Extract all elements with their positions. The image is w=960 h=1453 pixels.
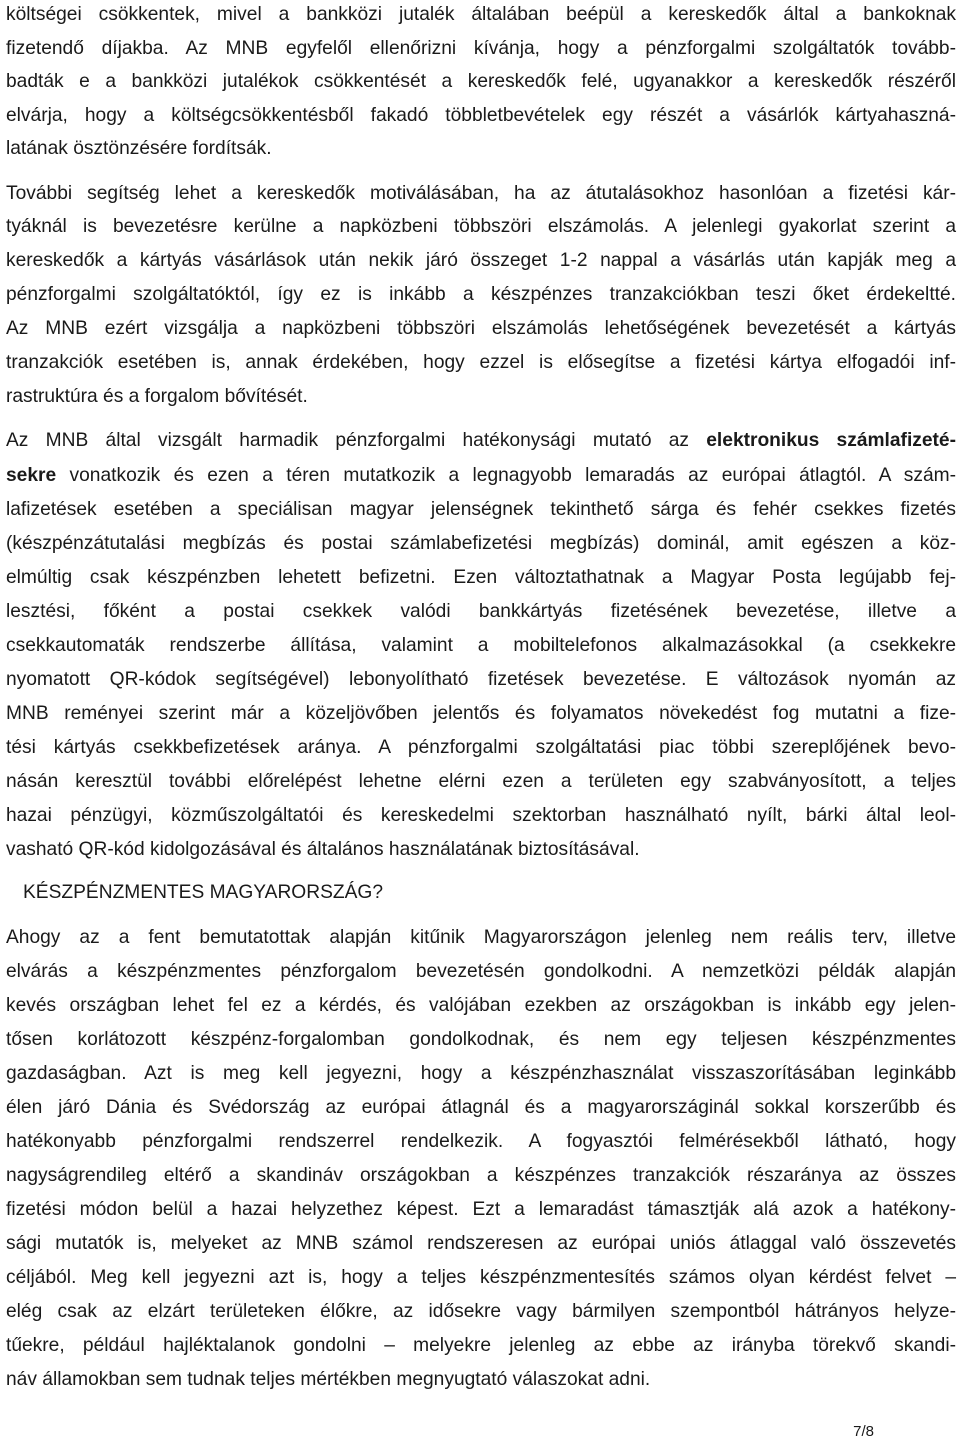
text-line bbox=[6, 1161, 956, 1191]
line-text: elvárja, hogy a költségcsökkentésből fakadó többletbevételek egy részét a vásárlók kártyahaszná- bbox=[6, 105, 956, 126]
text-line bbox=[6, 426, 956, 456]
text-line bbox=[6, 699, 956, 729]
line-text: elvárás a készpénzmentes pénzforgalom bevezetésén gondolkodni. A nemzetközi példák alapján bbox=[6, 961, 956, 982]
text-line bbox=[6, 134, 956, 164]
text-line bbox=[6, 1025, 956, 1055]
text-line bbox=[6, 665, 956, 695]
line-text: céljából. Meg kell jegyezni azt is, hogy a teljes készpénzmentesítés számos olyan kérdést felvet – bbox=[6, 1267, 956, 1288]
text-line bbox=[6, 67, 956, 97]
text-line bbox=[6, 733, 956, 763]
line-text: hazai pénzügyi, közműszolgáltatói és kereskedelmi szektorban használható nyílt, bárki által leol- bbox=[6, 805, 956, 826]
text-line bbox=[6, 34, 956, 64]
line-text: költségei csökkentek, mivel a bankközi jutalék általában beépül a kereskedők által a bankoknak bbox=[6, 4, 956, 25]
line-text: Az MNB által vizsgált harmadik pénzforgalmi hatékonysági mutató az bbox=[6, 430, 707, 451]
text-line bbox=[6, 563, 956, 593]
line-text: fizetési módon belül a hazai helyzethez képest. Ezt a lemaradást támasztják alá azok a hatékony- bbox=[6, 1199, 956, 1220]
line-text: nagyságrendileg eltérő a skandináv országokban a készpénzes tranzakciók részaránya az összes bbox=[6, 1165, 956, 1186]
section-heading: KÉSZPÉNZMENTES MAGYARORSZÁG? bbox=[23, 882, 383, 903]
line-text: kereskedők a kártyás vásárlások után nekik járó összeget 1-2 nappal a vásárlás után kapják meg a bbox=[6, 250, 956, 271]
text-line bbox=[6, 280, 956, 310]
text-line bbox=[6, 495, 956, 525]
text-line bbox=[6, 1127, 956, 1157]
text-line bbox=[6, 957, 956, 987]
text-line bbox=[6, 801, 956, 831]
line-text: fizetendő díjakba. Az MNB egyfelől ellenőrizni kívánja, hogy a pénzforgalmi szolgáltatók tovább- bbox=[6, 38, 956, 59]
line-text: náv államokban sem tudnak teljes mértékben megnyugtató válaszokat adni. bbox=[6, 1369, 651, 1390]
text-line bbox=[6, 631, 956, 661]
line-text: rastruktúra és a forgalom bővítését. bbox=[6, 386, 308, 407]
line-text: pénzforgalmi szolgáltatóktól, így ez is inkább a készpénzes tranzakciókban teszi őket érdekeltté. bbox=[6, 284, 956, 305]
text-line bbox=[6, 1093, 956, 1123]
text-line bbox=[6, 212, 956, 242]
line-text: Ahogy az a fent bemutatottak alapján kitűnik Magyarországon jelenleg nem reális terv, illetve bbox=[6, 927, 956, 948]
text-line bbox=[6, 1059, 956, 1089]
line-text: násán keresztül további előrelépést lehetne elérni ezen a területen egy szabványosított, a teljes bbox=[6, 771, 956, 792]
line-text: elmúltig csak készpénzben lehetett befizetni. Ezen változtathatnak a Magyar Posta legújabb fej- bbox=[6, 567, 956, 588]
line-text: elég csak az elzárt területeken élőkre, az idősekre vagy bármilyen szempontból hátrányos helyze- bbox=[6, 1301, 956, 1322]
text-line bbox=[6, 1195, 956, 1225]
text-line bbox=[6, 1331, 956, 1361]
text-line bbox=[6, 0, 956, 30]
line-text: hatékonyabb pénzforgalmi rendszerrel rendelkezik. A fogyasztói felmérésekből látható, hogy bbox=[6, 1131, 956, 1152]
line-text: tűekre, például hajléktalanok gondolni – melyekre jelenleg az ebbe az irányba törekvő skandi- bbox=[6, 1335, 956, 1356]
line-text: tési kártyás csekkbefizetések aránya. A pénzforgalmi szolgáltatási piac többi szereplőjének bevo- bbox=[6, 737, 956, 758]
text-line bbox=[6, 1263, 956, 1293]
line-text: gazdaságban. Azt is meg kell jegyezni, hogy a készpénzhasználat visszaszorításában leginkább bbox=[6, 1063, 956, 1084]
text-line bbox=[6, 529, 956, 559]
line-text: tyáknál is bevezetésre kerülne a napközbeni többszöri elszámolás. A jelenlegi gyakorlat szerint a bbox=[6, 216, 956, 237]
line-text: lesztési, főként a postai csekkek valódi bankkártyás fizetésének bevezetése, illetve a bbox=[6, 601, 956, 622]
text-line bbox=[6, 597, 956, 627]
line-text: sági mutatók is, melyeket az MNB számol rendszeresen az európai uniós átlaggal való összevetés bbox=[6, 1233, 956, 1254]
line-text: csekkautomaták rendszerbe állítása, valamint a mobiltelefonos alkalmazásokkal (a csekkekre bbox=[6, 635, 956, 656]
emphasized-term: sekre bbox=[6, 465, 57, 486]
page-number: 7/8 bbox=[853, 1423, 874, 1440]
line-text: MNB reményei szerint már a közeljövőben jelentős és folyamatos növekedést fog mutatni a fize- bbox=[6, 703, 956, 724]
text-line bbox=[6, 179, 956, 209]
line-text: (készpénzátutalási megbízás és postai számlabefizetési megbízás) dominál, amit egészen a köz- bbox=[6, 533, 956, 554]
line-text: vasható QR-kód kidolgozásával és általános használatának biztosításával. bbox=[6, 839, 640, 860]
text-line bbox=[6, 1297, 956, 1327]
text-line bbox=[6, 835, 956, 865]
text-line bbox=[6, 923, 956, 953]
line-text: Az MNB ezért vizsgálja a napközbeni többszöri elszámolás lehetőségének bevezetését a kártyás bbox=[6, 318, 956, 339]
text-line bbox=[6, 767, 956, 797]
text-line bbox=[6, 461, 956, 491]
text-line bbox=[6, 246, 956, 276]
line-text: További segítség lehet a kereskedők motiválásában, ha az átutalásokhoz hasonlóan a fizetési kár- bbox=[6, 183, 956, 204]
line-text: élen járó Dánia és Svédország az európai átlagnál és a magyarországinál sokkal korszerűbb és bbox=[6, 1097, 956, 1118]
line-text: nyomatott QR-kódok segítségével) lebonyolítható fizetések bevezetése. E változások nyomán az bbox=[6, 669, 956, 690]
emphasized-term: elektronikus számlafizeté- bbox=[706, 430, 956, 451]
text-line bbox=[6, 314, 956, 344]
text-line bbox=[6, 382, 956, 412]
text-line bbox=[6, 348, 956, 378]
text-line bbox=[6, 101, 956, 131]
line-text: kevés országban lehet fel ez a kérdés, és valójában ezekben az országokban is inkább egy jelen- bbox=[6, 995, 956, 1016]
line-text: tranzakciók esetében is, annak érdekében, hogy ezzel is elősegítse a fizetési kártya elfogadói inf- bbox=[6, 352, 956, 373]
text-line bbox=[6, 1229, 956, 1259]
line-text-continuation: vonatkozik és ezen a téren mutatkozik a legnagyobb lemaradás az európai átlagtól. A szám- bbox=[56, 465, 956, 486]
text-line bbox=[6, 991, 956, 1021]
line-text: lafizetések esetében a speciálisan magyar jelenségnek tekinthető sárga és fehér csekkes fizetés bbox=[6, 499, 956, 520]
line-text: badták e a bankközi jutalékok csökkentését a kereskedők felé, ugyanakkor a kereskedők részéről bbox=[6, 71, 956, 92]
text-line bbox=[6, 1365, 956, 1395]
line-text: latának ösztönzésére fordítsák. bbox=[6, 138, 272, 159]
line-text: tősen korlátozott készpénz-forgalomban gondolkodnak, és nem egy teljesen készpénzmentes bbox=[6, 1029, 956, 1050]
